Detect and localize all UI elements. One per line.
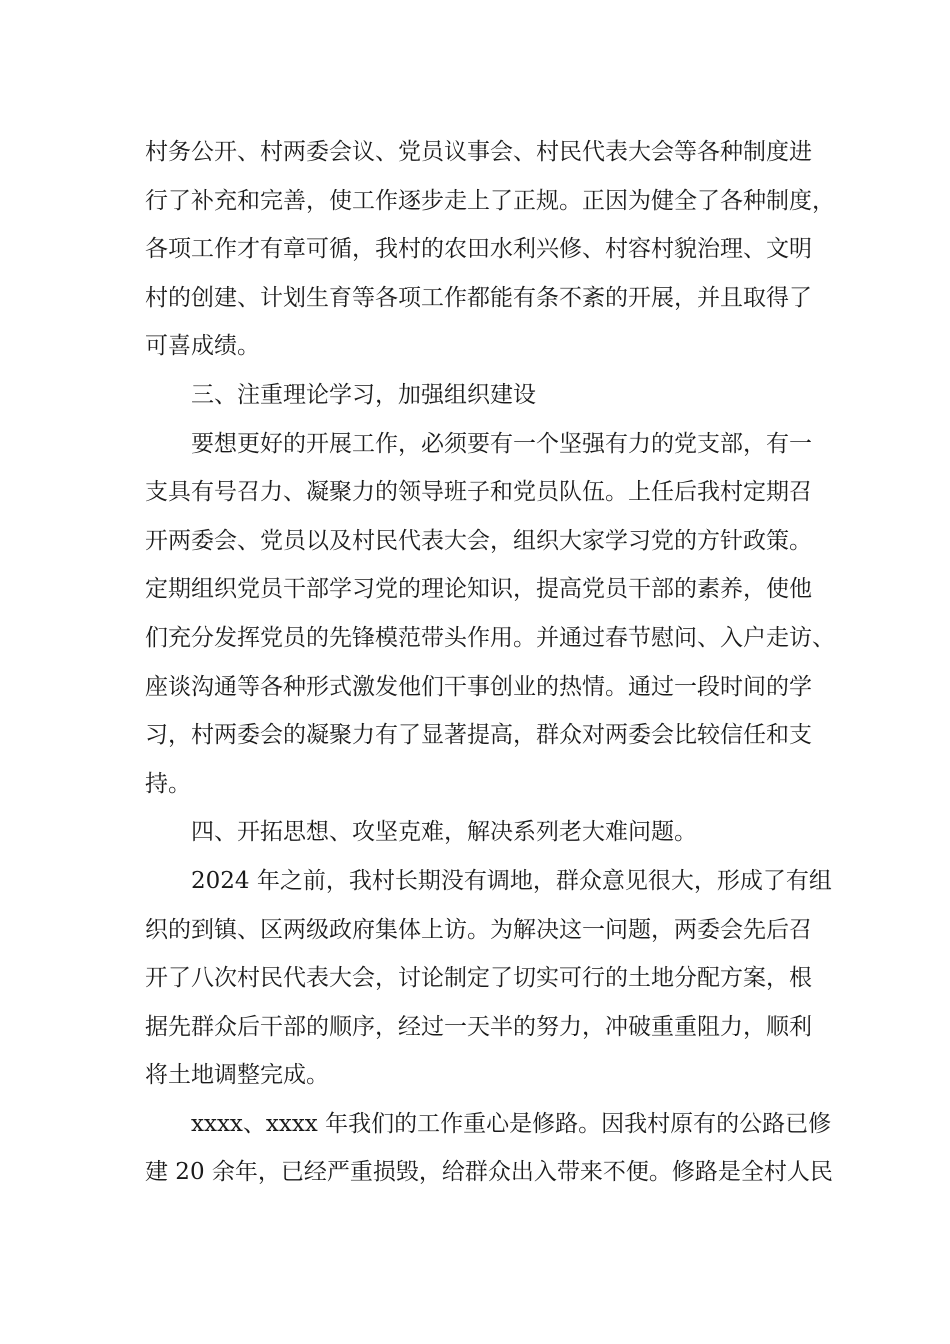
text-line: 行了补充和完善，使工作逐步走上了正规。正因为健全了各种制度， bbox=[145, 187, 835, 214]
heading-text: 三、注重理论学习，加强组织建设 bbox=[191, 381, 536, 408]
text-line: 开了八次村民代表大会，讨论制定了切实可行的土地分配方案，根 bbox=[145, 965, 812, 992]
paragraph-regulations bbox=[145, 128, 835, 371]
paragraph-land-adjustment bbox=[145, 857, 832, 1100]
text-line: 各项工作才有章可循，我村的农田水利兴修、村容村貌治理、文明 bbox=[145, 236, 812, 263]
text-line: 织的到镇、区两级政府集体上访。为解决这一问题，两委会先后召 bbox=[145, 916, 812, 943]
document-body bbox=[145, 128, 835, 1197]
text-line: 可喜成绩。 bbox=[145, 333, 260, 360]
text-line: 村的创建、计划生育等各项工作都能有条不紊的开展，并且取得了 bbox=[145, 284, 812, 311]
text-line: 们充分发挥党员的先锋模范带头作用。并通过春节慰问、入户走访、 bbox=[145, 624, 835, 651]
text-line: 要想更好的开展工作，必须要有一个坚强有力的党支部，有一 bbox=[191, 430, 812, 457]
text-line: 建 20 余年，已经严重损毁，给群众出入带来不便。修路是全村人民 bbox=[145, 1159, 833, 1186]
paragraph-road-building bbox=[145, 1100, 833, 1197]
text-line: 支具有号召力、凝聚力的领导班子和党员队伍。上任后我村定期召 bbox=[145, 479, 812, 506]
text-line: xxxx、xxxx 年我们的工作重心是修路。因我村原有的公路已修 bbox=[191, 1110, 832, 1137]
text-line: 习，村两委会的凝聚力有了显著提高，群众对两委会比较信任和支 bbox=[145, 722, 812, 749]
section-heading-3 bbox=[145, 371, 810, 420]
text-line: 座谈沟通等各种形式激发他们干事创业的热情。通过一段时间的学 bbox=[145, 673, 812, 700]
text-line: 开两委会、党员以及村民代表大会，组织大家学习党的方针政策。 bbox=[145, 527, 812, 554]
paragraph-theory-study bbox=[145, 420, 835, 809]
heading-text: 四、开拓思想、攻坚克难，解决系列老大难问题。 bbox=[191, 819, 697, 846]
section-heading-4 bbox=[145, 808, 810, 857]
text-line: 持。 bbox=[145, 770, 191, 797]
text-line: 2024 年之前，我村长期没有调地，群众意见很大，形成了有组 bbox=[191, 867, 832, 894]
text-line: 定期组织党员干部学习党的理论知识，提高党员干部的素养，使他 bbox=[145, 576, 812, 603]
text-line: 将土地调整完成。 bbox=[145, 1062, 329, 1089]
text-line: 村务公开、村两委会议、党员议事会、村民代表大会等各种制度进 bbox=[145, 139, 812, 165]
text-line: 据先群众后干部的顺序，经过一天半的努力，冲破重重阻力，顺利 bbox=[145, 1013, 812, 1040]
